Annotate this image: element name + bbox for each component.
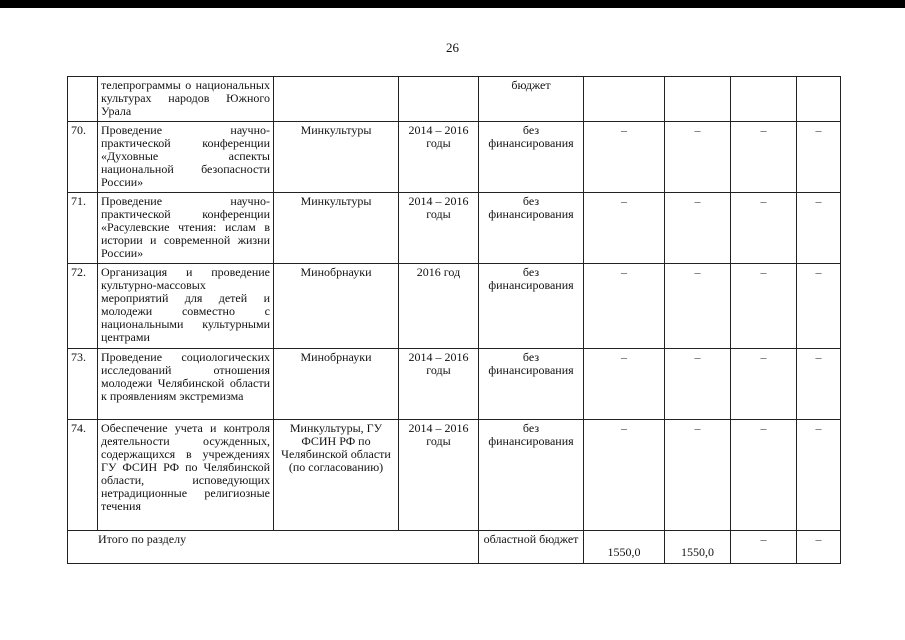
amount-cell [731, 420, 797, 531]
row-number: 72. [68, 264, 98, 349]
row-number: 74. [68, 420, 98, 531]
amount-cell [665, 193, 731, 264]
period: 2016 год [399, 264, 479, 349]
amount-cell [797, 264, 841, 349]
total-amount: 1550,0 [665, 531, 731, 564]
measure-description: Организация и проведение культурно-массовых мероприятий для детей и молодежи совместно с национальными культурными центрами [98, 264, 274, 349]
table-row [68, 264, 841, 349]
amount-cell [797, 122, 841, 193]
table-row-total [68, 531, 841, 564]
executor: Минобрнауки [274, 264, 399, 349]
period-cell [399, 77, 479, 122]
funding-source: без финансирования [479, 193, 584, 264]
amount-cell [731, 193, 797, 264]
period: 2014 – 2016 годы [399, 193, 479, 264]
table-row [68, 193, 841, 264]
measure-description: Обеспечение учета и контроля деятельности осужденных, содержащихся в учреждениях ГУ ФСИН РФ по Челябинской области, исповедующих нетрадиционные религиозные течения [98, 420, 274, 531]
total-amount-cell [797, 531, 841, 564]
amount-value: – [694, 265, 701, 279]
amount-value: – [760, 421, 767, 435]
measure-description: Проведение научно-практической конференции «Расулевские чтения: ислам в истории и современной жизни России» [98, 193, 274, 264]
row-number: 71. [68, 193, 98, 264]
total-funding-source: областной бюджет [479, 531, 584, 564]
amount-value: – [621, 265, 627, 279]
total-amount-cell [731, 531, 797, 564]
amount-value: – [694, 194, 701, 208]
table-row-continuation [68, 77, 841, 122]
amount-value: – [694, 350, 701, 364]
table-row [68, 420, 841, 531]
amount-value: – [694, 421, 701, 435]
amount-cell [731, 349, 797, 420]
funding-source: без финансирования [479, 122, 584, 193]
page-number: 26 [446, 40, 459, 55]
row-number: 70. [68, 122, 98, 193]
amount-value: – [815, 265, 822, 279]
amount-value: – [621, 194, 627, 208]
amount-cell [584, 77, 665, 122]
amount-cell [797, 349, 841, 420]
amount-value: – [621, 350, 627, 364]
total-label: Итого по разделу [68, 531, 479, 564]
amount-value: – [815, 350, 822, 364]
amount-cell [584, 349, 665, 420]
amount-cell [665, 349, 731, 420]
amount-value: – [621, 123, 627, 137]
funding-source: бюджет [479, 77, 584, 122]
amount-cell [665, 420, 731, 531]
amount-cell [797, 77, 841, 122]
amount-cell [665, 122, 731, 193]
executor: Минкультуры [274, 193, 399, 264]
amount-value: – [760, 350, 767, 364]
amount-cell [797, 420, 841, 531]
executor: Минкультуры, ГУ ФСИН РФ по Челябинской области (по согласованию) [274, 420, 399, 531]
amount-cell [584, 264, 665, 349]
amount-value: – [694, 123, 701, 137]
amount-value: – [815, 194, 822, 208]
measure-description: Проведение социологических исследований отношения молодежи Челябинской области к проявлениям экстремизма [98, 349, 274, 420]
amount-cell [584, 122, 665, 193]
executor: Минобрнауки [274, 349, 399, 420]
measures-table [67, 76, 841, 564]
amount-value: – [621, 421, 627, 435]
amount-cell [584, 420, 665, 531]
amount-cell [665, 264, 731, 349]
period: 2014 – 2016 годы [399, 420, 479, 531]
executor: Минкультуры [274, 122, 399, 193]
amount-value: – [815, 123, 822, 137]
table-row [68, 122, 841, 193]
amount-value: – [815, 421, 822, 435]
funding-source: без финансирования [479, 349, 584, 420]
table-row [68, 349, 841, 420]
period: 2014 – 2016 годы [399, 349, 479, 420]
funding-source: без финансирования [479, 420, 584, 531]
amount-value: – [760, 194, 767, 208]
total-amount: 1550,0 [584, 531, 665, 564]
executor-cell [274, 77, 399, 122]
top-border-bar [0, 0, 905, 8]
amount-cell [797, 193, 841, 264]
funding-source: без финансирования [479, 264, 584, 349]
amount-value: – [760, 123, 767, 137]
measure-description: Проведение научно-практической конференции «Духовные аспекты национальной безопасности России» [98, 122, 274, 193]
amount-cell [584, 193, 665, 264]
amount-cell [731, 122, 797, 193]
period: 2014 – 2016 годы [399, 122, 479, 193]
row-number: 73. [68, 349, 98, 420]
amount-value: – [760, 265, 767, 279]
measure-description: телепрограммы о национальных культурах народов Южного Урала [98, 77, 274, 122]
amount-cell [731, 264, 797, 349]
total-amount: – [760, 532, 767, 546]
amount-cell [665, 77, 731, 122]
total-amount: – [815, 532, 822, 546]
row-number-cell [68, 77, 98, 122]
amount-cell [731, 77, 797, 122]
